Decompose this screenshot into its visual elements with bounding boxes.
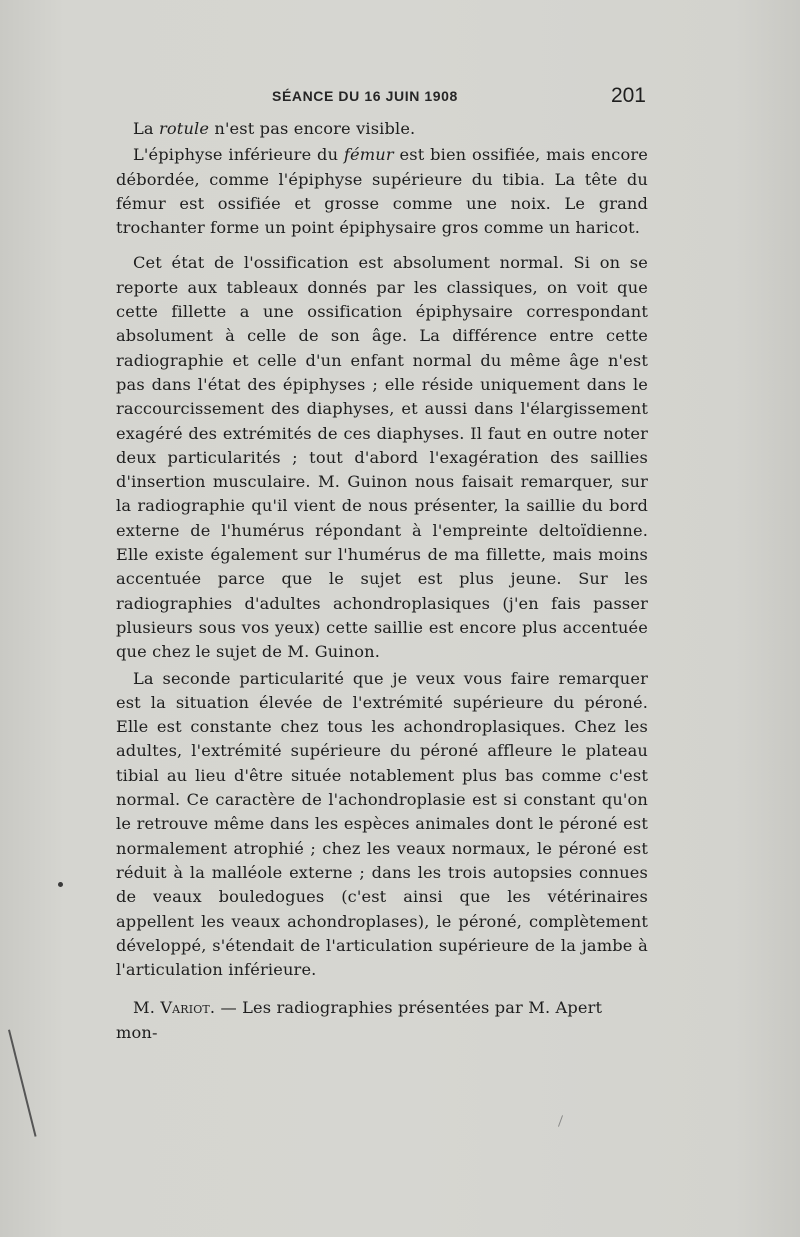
paragraph-ossification — [116, 251, 648, 664]
paragraph-rotule — [116, 117, 648, 141]
paragraph-perone — [116, 667, 648, 983]
running-head: SÉANCE DU 16 JUIN 1908 — [272, 88, 458, 104]
paragraph-text: Cet état de l'ossification est absolument normal. Si on se reporte aux tableaux donnés par les classiques, on voit que cette fillette a une ossification épiphysaire correspondant absolument à celle de son âge. La différence entre cette radiographie et celle d'un enfant normal du même âge n'est pas dans l'état des épiphyses ; elle réside uniquement dans le raccourcissement des diaphyses, et aussi dans l'élargissement exagéré des extrémités de ces diaphyses. Il faut en outre noter deux particularités ; tout d'abord l'exagération des saillies d'insertion musculaire. M. Guinon nous faisait remarquer, sur la radiographie qu'il vient de nous présenter, la saillie du bord externe de l'humérus répondant à l'empreinte deltoïdienne. Elle existe également sur l'humérus de ma fillette, mais moins accentuée parce que le sujet est plus jeune. Sur les radiographies d'adultes achondroplasiques (j'en fais passer plusieurs sous vos yeux) cette saillie est encore plus accentuée que chez le sujet de M. Guinon. — [116, 253, 648, 662]
scan-scratch-mark — [8, 1030, 37, 1137]
paragraph-text: La — [133, 119, 159, 138]
italic-term-rotule: rotule — [159, 119, 210, 138]
paragraph-text: est bien ossifiée, mais encore débordée, comme l'épiphyse supérieure du tibia. La tête du fémur est ossifiée et grosse comme une noix. Le grand trochanter forme un point épiphysaire gros comme un haricot. — [116, 145, 648, 238]
body-text — [116, 117, 648, 1045]
italic-term-femur: fémur — [343, 145, 394, 165]
scan-tick-mark — [558, 1115, 563, 1127]
paragraph-text: M. — [133, 998, 161, 1018]
paragraph-text: L'épiphyse inférieure du — [133, 145, 344, 165]
paragraph-text: La seconde particularité que je veux vous faire remarquer est la situation élevée de l'extrémité supérieure du péroné. Elle est constante chez tous les achondroplasiques. Chez les adultes, l'extrémité supérieure du péroné affleure le plateau tibial au lieu d'être située notablement plus bas comme c'est normal. Ce caractère de l'achondroplasie est si constant qu'on le retrouve même dans les espèces animales dont le péroné est normalement atrophié ; chez les veaux normaux, le péroné est réduit à la malléole externe ; dans les trois autopsies connues de veaux bouledogues (c'est ainsi que les vétérinaires appellent les veaux achondroplases), le péroné, complètement développé, s'étendait de l'articulation supérieure de la jambe à l'articulation inférieure. — [116, 668, 648, 980]
page-number: 201 — [610, 84, 646, 107]
speaker-name: Variot — [160, 998, 210, 1018]
paragraph-variot — [116, 996, 648, 1045]
paragraph-femur — [116, 143, 648, 240]
paragraph-text: n'est pas encore visible. — [209, 119, 416, 138]
paragraph-text: . — Les radiographies présentées par M. Apert mon- — [116, 998, 603, 1042]
margin-dot-mark — [58, 882, 63, 887]
page-header — [120, 84, 646, 110]
